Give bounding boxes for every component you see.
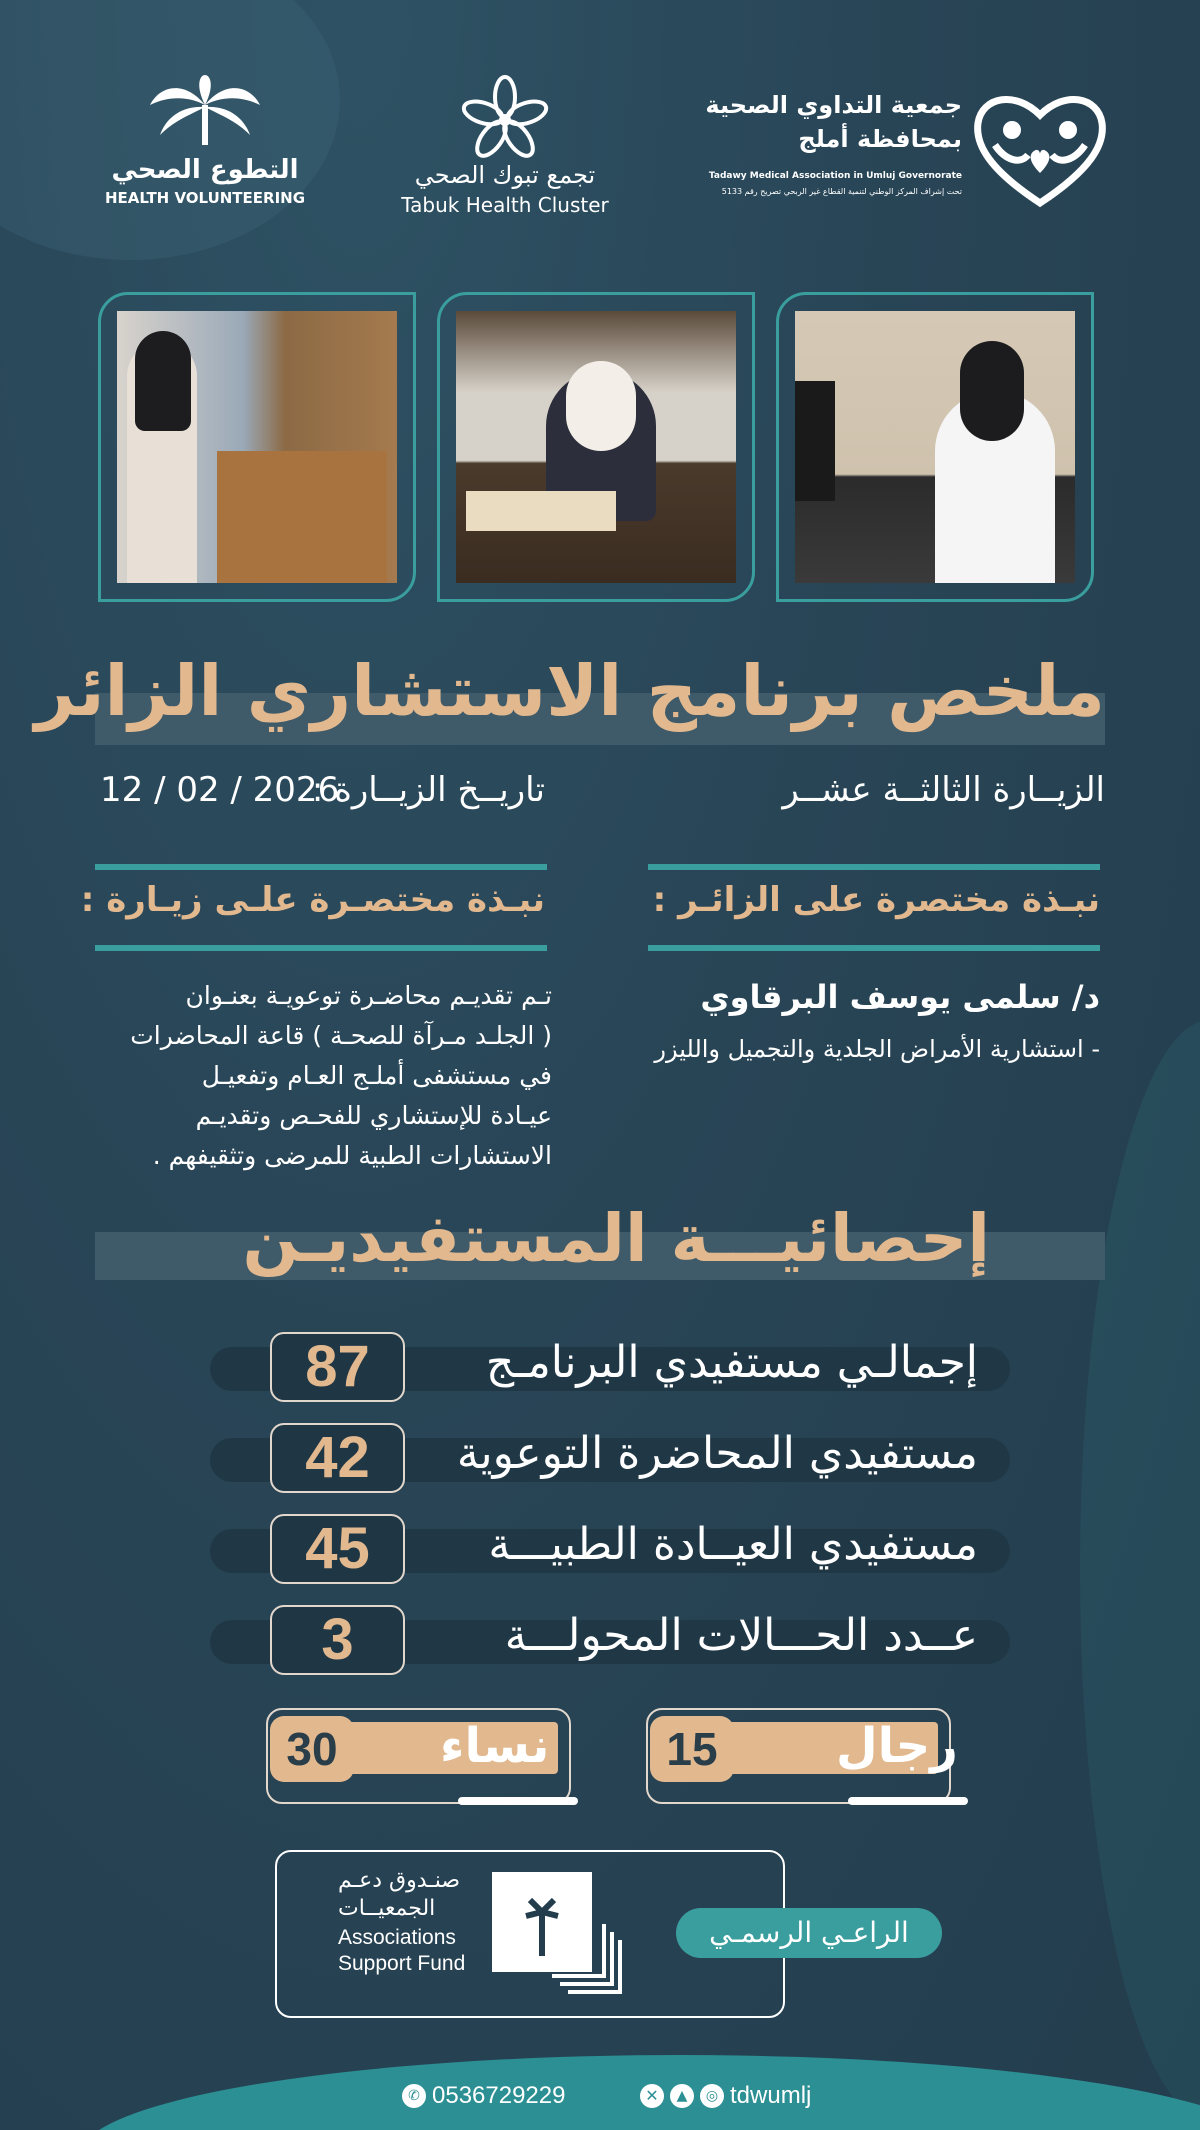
visit-line: الاستشارات الطبية للمرضى وتثقيفهم . (152, 1141, 552, 1170)
heart-family-logo-icon (970, 85, 1110, 210)
visitor-heading: نبـذة مختصرة على الزائـر : (652, 880, 1100, 920)
palm-logo-icon (145, 75, 265, 153)
stat-value-referred: 3 (270, 1605, 405, 1675)
visit-description (92, 976, 552, 1176)
women-label: نساء (440, 1718, 550, 1774)
visit-date-label: تاريــخ الزيــارة : (311, 770, 545, 810)
tabuk-cluster-logo (380, 75, 630, 215)
fund-en-line2: Support Fund (338, 1952, 466, 1975)
women-value: 30 (270, 1716, 354, 1782)
whatsapp-icon: ✆ (402, 2084, 426, 2108)
men-value: 15 (650, 1716, 734, 1782)
visit-line: تـم تقديـم محاضـرة توعويـة بعنـوان (185, 981, 552, 1010)
men-label: رجال (836, 1718, 958, 1774)
stat-value-clinic: 45 (270, 1514, 405, 1584)
x-icon: ✕ (640, 2084, 664, 2108)
stat-value-total: 87 (270, 1332, 405, 1402)
stat-value-lecture: 42 (270, 1423, 405, 1493)
visitor-heading-top-line (648, 864, 1100, 870)
consultant-headscarf (960, 341, 1024, 441)
sponsor-badge: الراعـي الرسمـي (676, 1908, 942, 1958)
visit-line: ( الجلـد مـرآة للصحـة ) قاعة المحاضرات (130, 1021, 552, 1050)
right-teal-wave (1080, 1020, 1200, 2120)
stats-title: إحصائيـــة المستفيديـن (242, 1200, 990, 1277)
flower-logo-icon (460, 75, 550, 165)
health-volunteering-logo (90, 75, 320, 215)
tadawy-ar-line1: جمعية التداوي الصحية (705, 91, 962, 119)
visit-line: في مستشفى أملـج العـام وتفعيـل (201, 1061, 552, 1090)
women-foot-line (458, 1797, 578, 1805)
fund-en-line1: Associations (338, 1926, 456, 1949)
stat-label-total: إجمالـي مستفيدي البرنامـج (485, 1337, 978, 1388)
snapchat-icon: ▲ (670, 2084, 694, 2108)
handle-text[interactable]: tdwumlj (730, 2082, 812, 2109)
visitor-title: - استشارية الأمراض الجلدية والتجميل والليزر (654, 1035, 1100, 1063)
footer-handle (640, 2076, 811, 2116)
men-foot-line (848, 1797, 968, 1805)
health-volunteering-en: HEALTH VOLUNTEERING (104, 189, 306, 207)
visit-heading-top-line (95, 864, 547, 870)
footer-phone (402, 2076, 565, 2116)
visit-heading: نبـذة مختصـرة علـى زيـارة : (80, 880, 545, 920)
page-title: ملخص برنامج الاستشاري الزائر (34, 650, 1105, 732)
book (466, 491, 616, 531)
stat-label-lecture: مستفيدي المحاضرة التوعوية (456, 1428, 978, 1479)
visitor-name: د/ سلمى يوسف البرقاوي (700, 978, 1100, 1016)
phone-text[interactable]: 0536729229 (432, 2082, 566, 2109)
photo-office (776, 292, 1094, 602)
visit-line: عيـادة للإستشاري للفحـص وتقديـم (195, 1101, 552, 1130)
visit-heading-bottom-line (95, 945, 547, 951)
visitor-heading-bottom-line (648, 945, 1100, 951)
health-volunteering-ar: التطوع الصحي (111, 155, 299, 185)
tabuk-cluster-en: Tabuk Health Cluster (401, 193, 609, 217)
monitor (795, 381, 835, 501)
speaker-headscarf (135, 331, 191, 431)
photo-lecture (98, 292, 416, 602)
tadawy-ar-line2: بمحافظة أملج (798, 125, 962, 153)
visit-date: 12 / 02 / 2026 (100, 770, 340, 810)
instagram-icon: ◎ (700, 2084, 724, 2108)
visit-number: الزيــارة الثالثــة عشــر (782, 770, 1105, 810)
fund-ar-line1: صنـدوق دعـم (338, 1868, 461, 1893)
fund-ar-line2: الجمعيــات (338, 1896, 436, 1921)
tadawy-small: تحت إشراف المركز الوطني لتنمية القطاع غير الربحي تصريح رقم 5133 (721, 187, 962, 196)
tabuk-cluster-ar: تجمع تبوك الصحي (414, 161, 596, 189)
photo-signing (437, 292, 755, 602)
tadawy-logo (690, 85, 1110, 215)
tadawy-en: Tadawy Medical Association in Umluj Governorate (708, 171, 962, 181)
doctor-headscarf (566, 361, 636, 451)
stat-label-referred: عــدد الحـــالات المحولـــة (504, 1610, 978, 1661)
podium (217, 451, 387, 583)
fund-logo-icon (492, 1872, 622, 2000)
stat-label-clinic: مستفيدي العيــادة الطبيـــة (488, 1519, 978, 1570)
